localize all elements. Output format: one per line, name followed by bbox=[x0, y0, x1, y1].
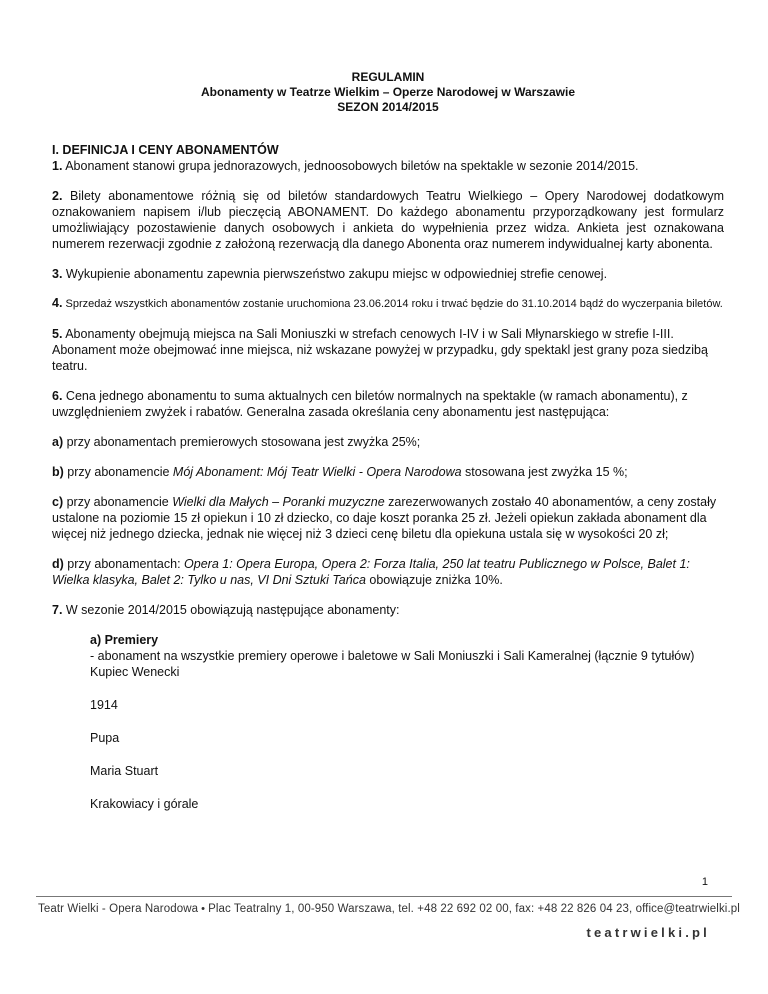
point-4-text: Sprzedaż wszystkich abonamentów zostanie uruchomiona 23.06.2014 roku i trwać będzie do 31.10.2014 bądź do wyczerpania biletów. bbox=[62, 298, 723, 310]
point-6b-title: Mój Abonament: Mój Teatr Wielki - Opera Narodowa bbox=[172, 465, 462, 479]
point-6-text: Cena jednego abonamentu to suma aktualnych cen biletów normalnych na spektakle (w ramach abonamentu), z uwzględnieniem zwyżek i rabatów. Generalna zasada określania ceny abonamentu jest następująca: bbox=[52, 389, 688, 419]
point-3-text: Wykupienie abonamentu zapewnia pierwszeństwo zakupu miejsc w odpowiedniej strefie cenowej. bbox=[62, 267, 608, 281]
footer-divider bbox=[36, 896, 732, 897]
header-season: SEZON 2014/2015 bbox=[337, 100, 439, 114]
point-6b-pre: przy abonamencie bbox=[63, 465, 173, 479]
point-6d-post: obowiązuje zniżka 10%. bbox=[365, 573, 503, 587]
point-6c-post: zarezerwowanych zostało 40 abonamentów, a ceny zostały ustalone na poziomie 15 zł opiekun i 10 zł dziecko, co daje koszt poranka 25 zł. Jeżeli opiekun zakłada abonament dla więcej niż jednego dziecka, jednak nie więcej niż 3 dzieci cenę biletu dla opiekuna ustala się w wysokości 20 zł; bbox=[52, 495, 717, 541]
point-2 bbox=[52, 188, 724, 252]
point-3-number: 3. bbox=[52, 267, 63, 281]
point-6a bbox=[52, 434, 724, 450]
header-subtitle: Abonamenty w Teatrze Wielkim – Operze Narodowej w Warszawie bbox=[201, 85, 575, 99]
header-title: REGULAMIN bbox=[351, 70, 425, 84]
point-6d-label: d) bbox=[52, 557, 64, 571]
point-6c-title: Wielki dla Małych – Poranki muzyczne bbox=[172, 495, 385, 509]
footer-contact bbox=[38, 903, 740, 915]
point-7 bbox=[52, 602, 724, 618]
point-6d bbox=[52, 556, 724, 588]
point-7-number: 7. bbox=[52, 603, 63, 617]
point-6b-label: b) bbox=[52, 465, 64, 479]
point-6 bbox=[52, 388, 724, 420]
point-6c-pre: przy abonamencie bbox=[63, 495, 173, 509]
page-number: 1 bbox=[701, 876, 708, 888]
section-title: I. DEFINICJA I CENY ABONAMENTÓW bbox=[52, 143, 279, 157]
point-5-text: Abonamenty obejmują miejsca na Sali Moniuszki w strefach cenowych I-IV i w Sali Młynarskiego w strefie I-III. Abonament może obejmować inne miejsca, niż wskazane powyżej w przypadku, gdy spektakl jest grany poza siedzibą teatru. bbox=[52, 327, 708, 373]
point-6a-text: przy abonamentach premierowych stosowana jest zwyżka 25%; bbox=[63, 435, 421, 449]
point-7-text: W sezonie 2014/2015 obowiązują następujące abonamenty: bbox=[62, 603, 400, 617]
footer-website: teatrwielki.pl bbox=[586, 925, 710, 940]
point-6c-label: c) bbox=[52, 495, 64, 509]
point-6b-post: stosowana jest zwyżka 15 %; bbox=[461, 465, 628, 479]
point-6-number: 6. bbox=[52, 389, 63, 403]
point-4-number: 4. bbox=[52, 296, 63, 310]
premiery-description: - abonament na wszystkie premiery operowe i baletowe w Sali Moniuszki i Sali Kameralnej (łącznie 9 tytułów) bbox=[90, 649, 695, 663]
point-6d-title: Opera 1: Opera Europa, Opera 2: Forza Italia, 250 lat teatru Publicznego w Polsce, Balet 1: Wielka klasyka, Balet 2: Tylko u nas, VI Dni Sztuki Tańca bbox=[52, 557, 690, 587]
point-1 bbox=[52, 158, 724, 174]
premiery-title: a) Premiery bbox=[90, 633, 159, 647]
document-header bbox=[52, 70, 724, 115]
premiery-block bbox=[90, 632, 724, 812]
premiery-item: Pupa bbox=[90, 731, 120, 745]
premiery-item: Krakowiacy i górale bbox=[90, 797, 199, 811]
premiery-item: Maria Stuart bbox=[90, 764, 159, 778]
point-3 bbox=[52, 266, 724, 282]
footer-address: Plac Teatralny 1, 00-950 Warszawa, tel. +48 22 692 02 00, fax: +48 22 826 04 23, office@teatrwielki.pl bbox=[208, 903, 740, 915]
point-2-text: Bilety abonamentowe różnią się od biletów standardowych Teatru Wielkiego – Opery Narodowej dodatkowym oznakowaniem napisem i/lub pieczęcią ABONAMENT. Do każdego abonamentu przyporządkowany jest formularz umożliwiający pozostawienie danych osobowych i ankieta do wypełnienia przez widza. Ankieta jest oznakowana numerem rezerwacji zgodnie z założoną rezerwacją dla danego Abonenta oraz numerem indywidualnej karty abonenta. bbox=[52, 189, 724, 251]
point-1-number: 1. bbox=[52, 159, 63, 173]
point-4 bbox=[52, 296, 724, 312]
point-2-number: 2. bbox=[52, 189, 63, 203]
footer-organization: Teatr Wielki - Opera Narodowa bbox=[38, 903, 199, 915]
footer-bullet: • bbox=[201, 903, 206, 915]
premiery-item: 1914 bbox=[90, 698, 118, 712]
premiery-first-title: Kupiec Wenecki bbox=[90, 665, 180, 679]
point-6b bbox=[52, 464, 724, 480]
point-6c bbox=[52, 494, 724, 542]
point-5-number: 5. bbox=[52, 327, 63, 341]
point-1-text: Abonament stanowi grupa jednorazowych, jednoosobowych biletów na spektakle w sezonie 2014/2015. bbox=[62, 159, 639, 173]
document-page bbox=[52, 70, 724, 812]
point-5 bbox=[52, 326, 724, 374]
point-6a-label: a) bbox=[52, 435, 64, 449]
point-6d-pre: przy abonamentach: bbox=[63, 557, 185, 571]
